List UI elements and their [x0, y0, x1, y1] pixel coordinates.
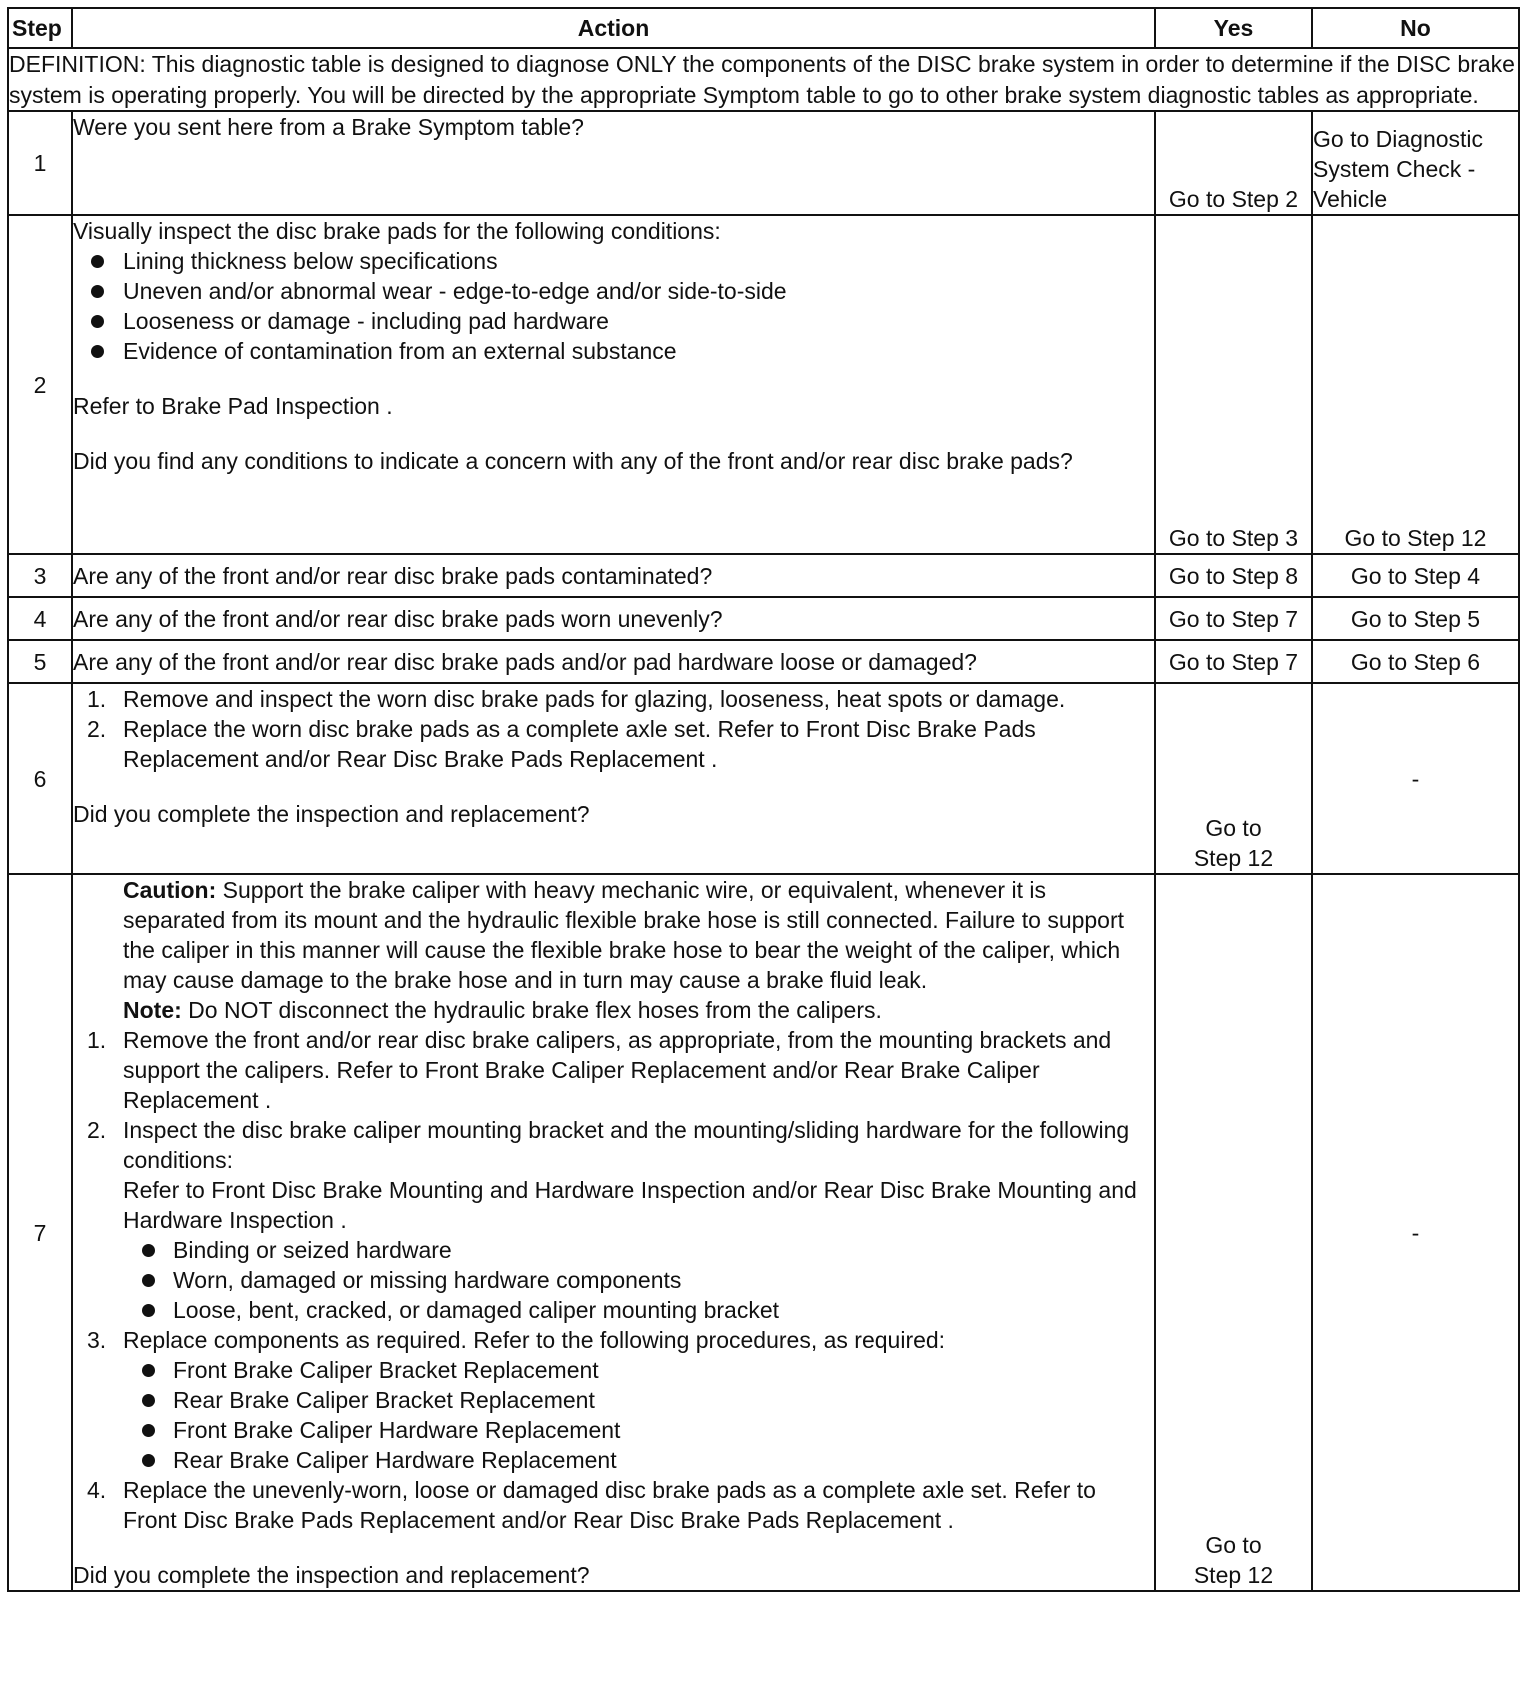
item-number: 4. [87, 1477, 107, 1503]
table-row [8, 597, 1519, 640]
header-yes: Yes [1155, 8, 1312, 48]
table-row [8, 215, 1519, 554]
yes-cell: Go to Step 12 [1155, 683, 1312, 874]
item-number: 1. [87, 686, 107, 712]
no-cell: Go to Step 6 [1312, 640, 1519, 683]
condition-list [73, 246, 1154, 366]
yes-cell: Go to Step 7 [1155, 640, 1312, 683]
table-row [8, 640, 1519, 683]
step-number: 6 [8, 683, 72, 874]
procedure-list [73, 684, 1154, 774]
action-cell [72, 215, 1155, 554]
caution-text: Support the brake caliper with heavy mechanic wire, or equivalent, whenever it is separated from its mount and the hydraulic flexible brake hose is still connected. Failure to support the caliper in this manner will cause the flexible brake hose to bear the weight of the caliper, which may cause damage to the brake hose and in turn may cause a brake fluid leak. [123, 877, 1125, 993]
question-text: Did you complete the inspection and replacement? [73, 1562, 590, 1588]
yes-cell: Go to Step 12 [1155, 874, 1312, 1591]
list-item: Lining thickness below specifications [73, 246, 1154, 276]
list-item [73, 1475, 1154, 1535]
item-number: 2. [87, 1117, 107, 1143]
diagnostic-table [7, 7, 1520, 1592]
list-item [73, 684, 1154, 714]
procedure-list [73, 1475, 1154, 1535]
step-number: 7 [8, 874, 72, 1591]
refer-text: Refer to Brake Pad Inspection . [73, 393, 393, 419]
no-cell: Go to Diagnostic System Check - Vehicle [1312, 111, 1519, 215]
no-cell: Go to Step 4 [1312, 554, 1519, 597]
question-text: Are any of the front and/or rear disc brake pads and/or pad hardware loose or damaged? [72, 640, 1155, 683]
list-item: Looseness or damage - including pad hardware [73, 306, 1154, 336]
table-row [8, 874, 1519, 1591]
item-text: Replace components as required. Refer to the following procedures, as required: [123, 1327, 946, 1353]
step-number: 1 [8, 111, 72, 215]
item-text: Remove and inspect the worn disc brake pads for glazing, looseness, heat spots or damage. [123, 686, 1066, 712]
item-number: 2. [87, 716, 107, 742]
item-number: 3. [87, 1327, 107, 1353]
caution-label: Caution: [123, 877, 217, 903]
list-item: Binding or seized hardware [73, 1235, 1154, 1265]
action-cell [72, 111, 1155, 215]
definition-text: DEFINITION: This diagnostic table is designed to diagnose ONLY the components of the DISC brake system in order to determine if the DISC brake system is operating properly. You will be directed by the appropriate Symptom table to go to other brake system diagnostic tables as appropriate. [8, 48, 1519, 111]
question-text: Did you complete the inspection and replacement? [73, 801, 590, 827]
list-item: Evidence of contamination from an external substance [73, 336, 1154, 366]
list-item: Rear Brake Caliper Hardware Replacement [73, 1445, 1154, 1475]
no-cell: Go to Step 12 [1312, 215, 1519, 554]
header-action: Action [72, 8, 1155, 48]
procedure-reference-list [73, 1355, 1154, 1475]
action-cell [72, 683, 1155, 874]
yes-cell: Go to Step 2 [1155, 111, 1312, 215]
intro-text: Visually inspect the disc brake pads for the following conditions: [73, 218, 721, 244]
action-cell [72, 874, 1155, 1591]
refer-text: Refer to Front Disc Brake Mounting and Hardware Inspection and/or Rear Disc Brake Mounting and Hardware Inspection . [123, 1177, 1137, 1233]
table-row [8, 111, 1519, 215]
no-cell: - [1312, 874, 1519, 1591]
no-cell: Go to Step 5 [1312, 597, 1519, 640]
list-item: Front Brake Caliper Bracket Replacement [73, 1355, 1154, 1385]
question-text: Are any of the front and/or rear disc brake pads worn unevenly? [72, 597, 1155, 640]
yes-cell: Go to Step 8 [1155, 554, 1312, 597]
condition-list [73, 1235, 1154, 1325]
item-text: Replace the unevenly-worn, loose or damaged disc brake pads as a complete axle set. Refer to Front Disc Brake Pads Replacement and/or Rear Disc Brake Pads Replacement . [123, 1477, 1096, 1533]
list-item: Uneven and/or abnormal wear - edge-to-edge and/or side-to-side [73, 276, 1154, 306]
list-item [73, 714, 1154, 774]
list-item: Worn, damaged or missing hardware components [73, 1265, 1154, 1295]
header-no: No [1312, 8, 1519, 48]
list-item: Loose, bent, cracked, or damaged caliper mounting bracket [73, 1295, 1154, 1325]
note-block [73, 995, 1154, 1025]
list-item [73, 1325, 1154, 1355]
no-cell: - [1312, 683, 1519, 874]
table-row [8, 683, 1519, 874]
step-number: 3 [8, 554, 72, 597]
yes-cell: Go to Step 7 [1155, 597, 1312, 640]
procedure-list [73, 1325, 1154, 1355]
table-row [8, 554, 1519, 597]
step-number: 2 [8, 215, 72, 554]
step-number: 4 [8, 597, 72, 640]
header-step: Step [8, 8, 72, 48]
list-item [73, 1025, 1154, 1115]
list-item: Front Brake Caliper Hardware Replacement [73, 1415, 1154, 1445]
list-item [73, 1115, 1154, 1235]
step-number: 5 [8, 640, 72, 683]
question-text: Did you find any conditions to indicate a concern with any of the front and/or rear disc brake pads? [73, 448, 1073, 474]
definition-row [8, 48, 1519, 111]
procedure-list [73, 1025, 1154, 1235]
note-label: Note: [123, 997, 182, 1023]
item-text: Remove the front and/or rear disc brake calipers, as appropriate, from the mounting brackets and support the calipers. Refer to Front Brake Caliper Replacement and/or Rear Brake Caliper Replacement . [123, 1027, 1112, 1113]
question-text: Are any of the front and/or rear disc brake pads contaminated? [72, 554, 1155, 597]
item-number: 1. [87, 1027, 107, 1053]
item-text: Inspect the disc brake caliper mounting bracket and the mounting/sliding hardware for the following conditions: [123, 1117, 1130, 1173]
header-row [8, 8, 1519, 48]
list-item: Rear Brake Caliper Bracket Replacement [73, 1385, 1154, 1415]
yes-cell: Go to Step 3 [1155, 215, 1312, 554]
caution-block [73, 875, 1154, 995]
note-text: Do NOT disconnect the hydraulic brake flex hoses from the calipers. [181, 997, 882, 1023]
question-text: Were you sent here from a Brake Symptom table? [73, 114, 584, 140]
item-text: Replace the worn disc brake pads as a complete axle set. Refer to Front Disc Brake Pads Replacement and/or Rear Disc Brake Pads Replacement . [123, 716, 1036, 772]
